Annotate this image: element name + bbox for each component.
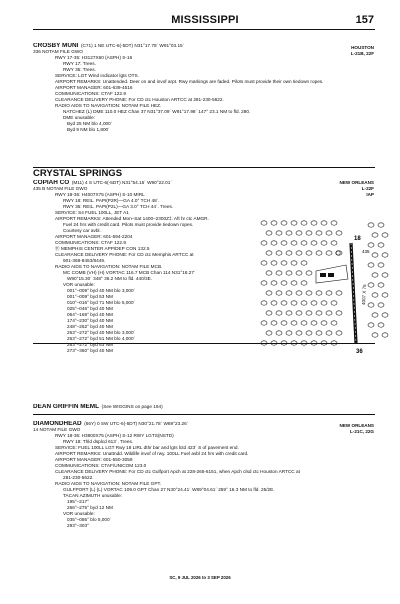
tree-icon [271,301,277,305]
crystal-info-line: 273°–360° byd 40 NM [67,348,113,353]
crystal-info-line: CLEARANCE DELIVERY PHONE: For CD ctc Memphis ARTCC at [55,252,194,257]
tree-icon [326,251,332,255]
field-elevation: 435 [362,249,370,254]
tree-icon [326,331,332,335]
tree-icon [316,231,322,235]
tree-icon [271,241,277,245]
tree-icon [286,251,292,255]
crosby-region-chart: L-21B, 22F [350,51,374,56]
tree-icon [291,281,297,285]
crosby-info-line: AIRPORT REMARKS: Unattended. Deer on and invof arpt. Rwy markings are faded. Pilots must provide their own tiedown ropes. [55,79,324,84]
tree-icon [266,331,272,335]
tree-icon [372,333,378,337]
runway-number-18: 18 [354,236,361,242]
tree-icon [261,241,267,245]
diamondhead-info-line: 293°–303° [67,523,89,528]
tree-icon [281,261,287,265]
crosby-info-line: AIRPORT MANAGER: 601-639-4516 [55,85,133,90]
tree-icon [286,231,292,235]
crystal-region-center: NEW ORLEANS [339,180,374,185]
tree-icon [321,301,327,305]
airport-diagram [256,213,396,361]
crystal-info-line: 064°–169° byd 40 NM [67,312,113,317]
tree-icon [368,243,374,247]
diamondhead-info-line: RADIO AIDS TO NAVIGATION: NOTAM FILE GPT. [55,481,162,486]
crosby-info-line: RWY 35: Trees. [63,67,96,72]
tree-icon [266,311,272,315]
tree-icon [326,311,332,315]
crosby-info-line: COMMUNICATIONS: CTAF 122.9 [55,91,126,96]
tree-icon [296,251,302,255]
tree-icon [276,331,282,335]
tree-icon [372,233,378,237]
crystal-info-line: RWY 18-36: H4007X75 (ASPH) S-10 MIRL [55,192,145,197]
crystal-region-iap: IAP [366,192,374,197]
tree-icon [336,251,342,255]
tree-icon [296,331,302,335]
tree-icon [286,291,292,295]
entry-rule [33,343,375,344]
tree-icon [368,323,374,327]
diamondhead-info-line: AIRPORT REMARKS: Unattndd. Wildlife invof of rwy. 100LL Fuel avbl 24 hrs with credit card. [55,451,249,456]
page-state-title: MISSISSIPPI [171,14,239,26]
diamondhead-info-line: RWY 18: Thld dsplcd 613´. Trees. [63,439,134,444]
diamondhead-info-line: TACAN AZIMUTH unusable: [63,493,123,498]
tree-icon [372,253,378,257]
tree-icon [286,331,292,335]
tree-icon [306,291,312,295]
crystal-info-line: SERVICE: S4 FUEL 100LL, JET A1 [55,210,129,215]
tree-icon [316,291,322,295]
tree-icon [368,303,374,307]
crosby-row1: (C71) 1 NE UTC-6(-5DT) N31°17.78´ W91°03.15´ [80,43,185,48]
crystal-info-line: 010°–016° byd 71 NM blo 5,000´ [67,300,136,305]
crosby-info-line: Byd 25 NM blo 4,000´ [67,121,113,126]
diamondhead-region-chart: L-21C, 22G [350,429,374,434]
diamondhead-row1: (66Y) 0 SW UTC-6(-5DT) N30°21.78´ W89°23.26´ [84,421,189,426]
tree-icon [331,221,337,225]
diamondhead-info-line: AIRPORT MANAGER: 601-550-3059 [55,457,133,462]
tree-icon [301,241,307,245]
tree-icon [378,283,384,287]
tree-icon [311,241,317,245]
crystal-row1: (M11) 4 S UTC-6(-5DT) N31°54.15´ W90°22.01´ [71,180,172,185]
tree-icon [281,221,287,225]
tree-icon [276,271,282,275]
tree-icon [331,241,337,245]
tree-icon [368,223,374,227]
diamondhead-info-line: 035°–086° blo 5,000´ [67,517,112,522]
crystal-info-line: 263°–272° byd 51 NM blo 4,000´ [67,336,136,341]
tree-icon [261,321,267,325]
tree-icon [271,321,277,325]
crystal-info-line: 901-368-8453/8449. [63,258,106,263]
tree-icon [321,321,327,325]
tree-icon [311,321,317,325]
tree-icon [378,263,384,267]
tree-icon [372,313,378,317]
tree-icon [301,261,307,265]
dean-name: DEAN GRIFFIN MEML [33,404,100,410]
diamondhead-region-center: NEW ORLEANS [339,423,374,428]
tree-icon [331,301,337,305]
crosby-info-line: DME unusable: [63,115,96,120]
tree-icon [271,281,277,285]
crystal-section-title: CRYSTAL SPRINGS [33,168,123,179]
tree-icon [382,313,388,317]
tree-icon [291,221,297,225]
crystal-info-line: 263°–272° byd 63 NM [67,342,113,347]
crystal-info-line: MC COMB (VH) (H) VORTAC 116.7 MCB Chan 114 N31°18.27´ [63,270,196,275]
crosby-info-line: RWY 17: Trees. [63,61,96,66]
tree-icon [276,231,282,235]
tree-icon [281,321,287,325]
tree-icon [271,221,277,225]
hangar-building [320,273,326,277]
tree-icon [316,331,322,335]
tree-icon [336,231,342,235]
tree-icon [261,281,267,285]
crosby-region-center: HOUSTON [351,45,374,50]
diamondhead-info-line: 281-230-5622. [63,475,94,480]
tree-icon [291,241,297,245]
tree-icon [326,231,332,235]
diamondhead-info-line: SERVICE: FUEL 100LL LGT Rwy 18 LIRL dthr bar and lgts lctd 423´ S of pavement end. [55,445,239,450]
crystal-info-line: 174°–230° byd 40 NM [67,318,113,323]
entry-rule-2 [33,414,375,415]
diamondhead-info-line: 195°–217° [67,499,89,504]
tree-icon [291,261,297,265]
tree-icon [311,301,317,305]
tree-icon [276,251,282,255]
crystal-row2: 435 B NOTAM FILE GWO [33,186,88,191]
tree-icon [378,303,384,307]
tree-icon [372,273,378,277]
tree-icon [281,301,287,305]
tree-icon [306,311,312,315]
tree-icon [296,311,302,315]
diamondhead-info-line: COMMUNICATIONS: CTAF/UNICOM 123.0 [55,463,147,468]
dean-ref: (See WIGGINS on page 194) [101,404,163,409]
diamondhead-info-line: 266°–275° byd 12 NM [67,505,113,510]
tree-icon [271,261,277,265]
tree-icon [281,281,287,285]
crystal-info-line: RWY 36: REIL. PAPI(P2L)—GA 3.0° TCH 44´. Trees. [63,204,174,209]
tree-icon [296,271,302,275]
tree-icon [382,253,388,257]
tree-icon [316,251,322,255]
crystal-region-chart: L-22F [361,186,374,191]
diamondhead-info-line: RWY 18-36: H3800X75 (ASPH) S-12 RWY LGTS(NSTD) [55,433,174,438]
tree-icon [382,293,388,297]
crosby-row2: 336 NOTAM FILE GWO [33,49,83,54]
crosby-info-line: NATCHEZ (L) DME 110.0 HEZ Chan 37 N31°37.09´ W91°17.98´ 147° 23.1 NM to fld. 280. [63,109,251,114]
tree-icon [301,301,307,305]
tree-icon [301,221,307,225]
tree-icon [266,271,272,275]
tree-icon [311,221,317,225]
tree-icon [261,301,267,305]
tree-icon [368,283,374,287]
crystal-name: COPIAH CO [33,180,70,186]
crosby-entry [33,43,375,133]
crystal-info-line: 248°–262° byd 40 NM [67,324,113,329]
tree-icon [331,321,337,325]
crosby-info-line: Byd 9 NM blo 1,800´ [67,127,110,132]
tree-icon [266,291,272,295]
tree-icon [261,221,267,225]
terminal-building [328,273,334,277]
crosby-info-line: SERVICE: LGT Wind indicator lgts OTS. [55,73,139,78]
tree-icon [326,291,332,295]
diamondhead-name: DIAMONDHEAD [33,421,82,427]
crystal-info-line: 263°–272° byd 40 NM blo 3,000´ [67,330,136,335]
tree-icon [336,311,342,315]
tree-icon [261,261,267,265]
tree-icon [336,331,342,335]
tree-icon [301,321,307,325]
tree-icon [382,273,388,277]
dean-entry [33,404,375,410]
diamondhead-info-line: VOR unusable: [63,511,95,516]
crosby-info-line: RADIO AIDS TO NAVIGATION: NOTAM FILE HEZ. [55,103,162,108]
tree-icon [301,281,307,285]
tree-icon [378,323,384,327]
tree-icon [286,271,292,275]
tree-icon [321,221,327,225]
crystal-info-line: COMMUNICATIONS: CTAF 122.9 [55,240,126,245]
crystal-info-line: AIRPORT MANAGER: 601-594-2204 [55,234,133,239]
tree-icon [266,231,272,235]
crystal-info-line: W90°15.30´ 348° 36.2 NM to fld. 440/3E. [67,276,153,281]
tree-icon [276,291,282,295]
crystal-info-line: 001°–009° byd 53 NM [67,294,113,299]
header-rule [33,29,375,30]
tree-icon [378,223,384,227]
crystal-info-line: Ⓡ MEMPHIS CENTER APP/DEP CON 132.5 [55,246,150,251]
crosby-name: CROSBY MUNI [33,43,79,49]
tree-icon [296,291,302,295]
runway-number-36: 36 [356,349,363,355]
tree-icon [306,251,312,255]
diamondhead-row2: 14 NOTAM FILE GWO [33,427,81,432]
tree-icon [321,241,327,245]
crystal-info-line: AIRPORT REMARKS: Attended Mon–Sat 1400–2300Z‡. Aft hr ctc AMGR. [55,216,209,221]
tree-icon [266,251,272,255]
tree-icon [306,331,312,335]
crystal-info-line: VOR unusable: [63,282,95,287]
tree-symbols [261,221,388,345]
tree-icon [291,321,297,325]
beacon-icon [336,251,340,255]
tree-icon [296,231,302,235]
diamondhead-info-line: CLEARANCE DELIVERY PHONE: For CD ctc Gulfport Apch at 228-265-6151, when Apch clsd ctc Houston ARTCC at [55,469,300,474]
tree-icon [281,241,287,245]
diamondhead-entry [33,421,375,529]
runway-dimension-label: 4007 X 75 [361,284,368,306]
effective-dates-footer: SC, 9 JUL 2026 to 3 SEP 2026 [169,575,231,580]
page-number: 157 [355,14,374,26]
tree-icon [382,333,388,337]
crystal-info-line: RADIO AIDS TO NAVIGATION: NOTAM FILE MCB. [55,264,163,269]
diamondhead-info-line: GULFPORT (L) (L) VORTAC 109.0 GPT Chan 27 N30°24.41´ W89°04.61´ 259° 16.3 NM to fld. 25/2E. [63,487,275,492]
tree-icon [306,231,312,235]
crosby-info-line: CLEARANCE DELIVERY PHONE: For CD ctc Houston ARTCC at 281-230-5622. [55,97,224,102]
tree-icon [291,301,297,305]
tree-icon [286,311,292,315]
tree-icon [382,233,388,237]
crystal-info-line: 025°–046° byd 40 NM [67,306,113,311]
tree-icon [316,311,322,315]
tree-icon [276,311,282,315]
tree-icon [378,243,384,247]
crosby-info-line: RWY 17-35: H3127X60 (ASPH) S-16 [55,55,133,60]
crystal-info-line: Courtesy car avbl. [63,228,101,233]
crystal-info-line: RWY 18: REIL. PAPI(P2R)—GA 4.0° TCH 48´. [63,198,160,203]
tree-icon [306,271,312,275]
crystal-info-line: Fuel 24 hrs with credit card. Pilots must provide tiedown ropes. [63,222,194,227]
tree-icon [372,293,378,297]
tree-icon [336,291,342,295]
tree-icon [368,263,374,267]
crystal-info-line: 001°–009° byd 40 NM blo 3,000´ [67,288,136,293]
